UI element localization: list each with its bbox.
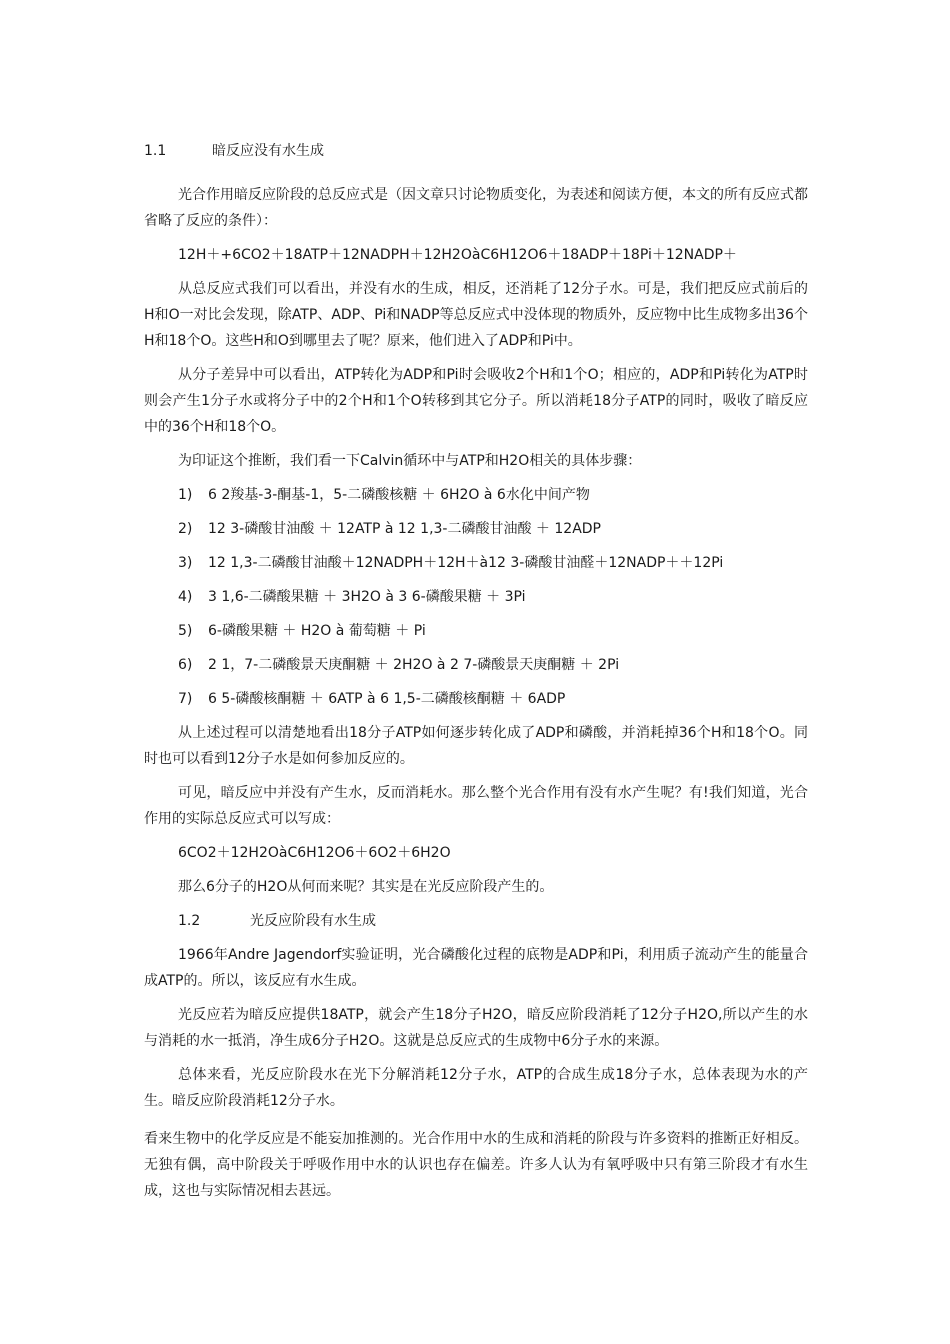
document-body [144, 138, 808, 1204]
paragraph-final: 看来生物中的化学反应是不能妄加推测的。光合作用中水的生成和消耗的阶段与许多资料的推断正好相反。无独有偶，高中阶段关于呼吸作用中水的认识也存在偏差。许多人认为有氧呼吸中只有第三阶段才有水生成，这也与实际情况相去甚远。 [144, 1131, 808, 1199]
paragraph-light-reaction: 光反应若为暗反应提供18ATP，就会产生18分子H2O，暗反应阶段消耗了12分子H2O,所以产生的水与消耗的水一抵消，净生成6分子H2O。这就是总反应式的生成物中6分子水的来源。 [144, 1007, 808, 1049]
equation-overall: 6CO2＋12H2OàC6H12O6＋6O2＋6H2O [178, 845, 451, 861]
step-number: 4) [178, 589, 193, 605]
section-heading-1-1 [144, 138, 808, 164]
step-item [144, 550, 808, 576]
step-item [144, 516, 808, 542]
step-text: 6 5-磷酸核酮糖 ＋ 6ATP à 6 1,5-二磷酸核酮糖 ＋ 6ADP [208, 691, 566, 707]
step-item [144, 482, 808, 508]
step-number: 1) [178, 487, 193, 503]
equation-dark-reaction: 12H＋+6CO2＋18ATP＋12NADPH＋12H2OàC6H12O6＋18ADP＋18Pi＋12NADP＋ [178, 247, 737, 263]
step-item [144, 686, 808, 712]
paragraph-jagendorf: 1966年Andre Jagendorf实验证明，光合磷酸化过程的底物是ADP和Pi，利用质子流动产生的能量合成ATP的。所以，该反应有水生成。 [144, 947, 808, 989]
section-title: 光反应阶段有水生成 [250, 913, 376, 929]
step-item [144, 618, 808, 644]
paragraph-overall-view: 总体来看，光反应阶段水在光下分解消耗12分子水，ATP的合成生成18分子水，总体表现为水的产生。暗反应阶段消耗12分子水。 [144, 1067, 808, 1109]
paragraph-calvin-intro: 为印证这个推断，我们看一下Calvin循环中与ATP和H2O相关的具体步骤： [178, 453, 642, 469]
step-number: 5) [178, 623, 193, 639]
paragraph-analysis: 从总反应式我们可以看出，并没有水的生成，相反，还消耗了12分子水。可是，我们把反应式前后的H和O一对比会发现，除ATP、ADP、Pi和NADP等总反应式中没体现的物质外，反应物中比生成物多出36个H和18个O。这些H和O到哪里去了呢？原来，他们进入了ADP和Pi中。 [144, 281, 808, 349]
step-text: 6 2羧基-3-酮基-1，5-二磷酸核糖 ＋ 6H2O à 6水化中间产物 [208, 487, 590, 503]
step-item [144, 652, 808, 678]
step-text: 2 1，7-二磷酸景天庚酮糖 ＋ 2H2O à 2 7-磷酸景天庚酮糖 ＋ 2Pi [208, 657, 620, 673]
paragraph-process-summary: 从上述过程可以清楚地看出18分子ATP如何逐步转化成了ADP和磷酸，并消耗掉36个H和18个O。同时也可以看到12分子水是如何参加反应的。 [144, 725, 808, 767]
step-text: 3 1,6-二磷酸果糖 ＋ 3H2O à 3 6-磷酸果糖 ＋ 3Pi [208, 589, 526, 605]
step-number: 3) [178, 555, 193, 571]
step-number: 2) [178, 521, 193, 537]
paragraph-conclusion-dark: 可见，暗反应中并没有产生水，反而消耗水。那么整个光合作用有没有水产生呢？有!我们知道，光合作用的实际总反应式可以写成： [144, 785, 808, 827]
section-heading-1-2 [144, 908, 808, 934]
section-number: 1.2 [178, 913, 201, 929]
section-title: 暗反应没有水生成 [212, 143, 324, 159]
step-text: 12 3-磷酸甘油酸 ＋ 12ATP à 12 1,3-二磷酸甘油酸 ＋ 12ADP [208, 521, 601, 537]
step-number: 6) [178, 657, 193, 673]
step-text: 12 1,3-二磷酸甘油酸＋12NADPH＋12H＋à12 3-磷酸甘油醛＋12NADP＋＋12Pi [208, 555, 724, 571]
step-item [144, 584, 808, 610]
paragraph-molecular-difference: 从分子差异中可以看出，ATP转化为ADP和Pi时会吸收2个H和1个O；相应的，ADP和Pi转化为ATP时则会产生1分子水或将分子中的2个H和1个O转移到其它分子。所以消耗18分子ATP的同时，吸收了暗反应中的36个H和18个O。 [144, 367, 808, 435]
paragraph-water-source: 那么6分子的H2O从何而来呢？其实是在光反应阶段产生的。 [178, 879, 554, 895]
paragraph-intro: 光合作用暗反应阶段的总反应式是（因文章只讨论物质变化，为表述和阅读方便，本文的所有反应式都省略了反应的条件）： [144, 187, 808, 229]
step-text: 6-磷酸果糖 ＋ H2O à 葡萄糖 ＋ Pi [208, 623, 426, 639]
section-number: 1.1 [144, 143, 167, 159]
step-number: 7) [178, 691, 193, 707]
